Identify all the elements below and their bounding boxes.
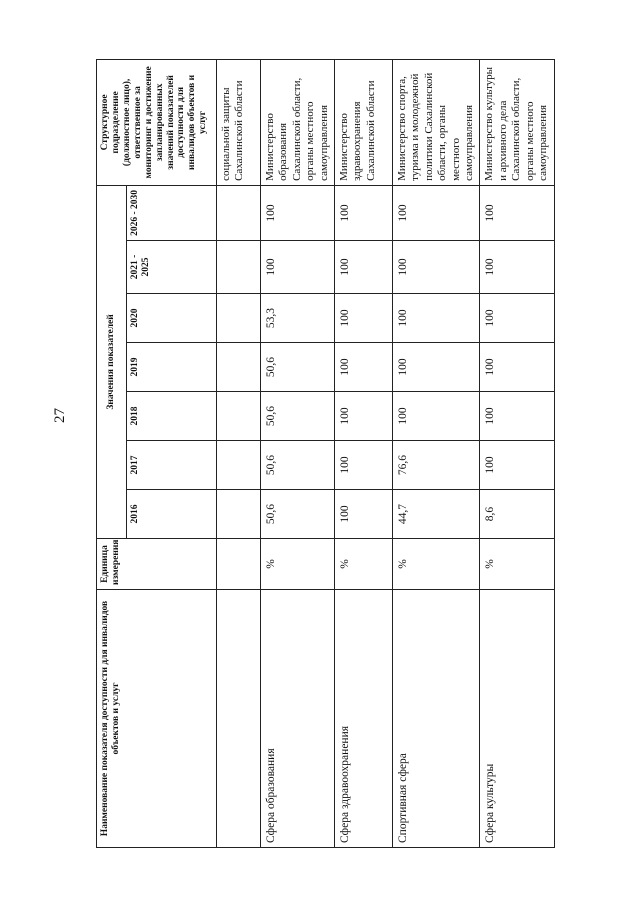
row-value: 100 — [335, 343, 393, 392]
row-name: Сфера культуры — [480, 590, 554, 848]
row-responsible: Министерство образования Сахалинской области, органы местного самоуправления — [261, 59, 335, 185]
row-unit: % — [335, 539, 393, 590]
row-value: 100 — [335, 185, 393, 240]
row-value: 100 — [480, 441, 554, 490]
row-value: 100 — [480, 294, 554, 343]
row-name: Сфера образования — [261, 590, 335, 848]
header-year: 2018 — [127, 392, 217, 441]
row-name: Спортивная сфера — [393, 590, 480, 848]
row-value: 100 — [480, 185, 554, 240]
row-value: 100 — [480, 241, 554, 294]
row-value: 53,3 — [261, 294, 335, 343]
header-unit: Единица измерения — [97, 539, 217, 590]
header-values-group: Значения показателей — [97, 185, 127, 538]
row-value: 100 — [261, 185, 335, 240]
row-value: 8,6 — [480, 490, 554, 539]
rotated-table-container — [96, 60, 550, 848]
row-value: 50,6 — [261, 490, 335, 539]
header-year: 2026 - 2030 — [127, 185, 217, 240]
row-value: 100 — [480, 343, 554, 392]
header-year: 2020 — [127, 294, 217, 343]
row-value: 100 — [393, 343, 480, 392]
header-year: 2016 — [127, 490, 217, 539]
row-value: 100 — [480, 392, 554, 441]
row-value: 100 — [393, 241, 480, 294]
page-number: 27 — [52, 408, 68, 423]
row-value: 100 — [335, 294, 393, 343]
row-value: 100 — [393, 392, 480, 441]
header-row — [97, 59, 127, 847]
row-value: 100 — [335, 241, 393, 294]
row-value: 50,6 — [261, 392, 335, 441]
header-year: 2021 - 2025 — [127, 241, 217, 294]
row-value: 50,6 — [261, 343, 335, 392]
row-value: 100 — [393, 185, 480, 240]
row-value: 50,6 — [261, 441, 335, 490]
row-unit: % — [480, 539, 554, 590]
accessibility-indicators-table — [96, 59, 555, 848]
table-row — [261, 59, 335, 847]
row-value: 100 — [261, 241, 335, 294]
continuation-row — [217, 59, 261, 847]
row-value: 100 — [335, 490, 393, 539]
row-value: 100 — [335, 392, 393, 441]
row-responsible: Министерство здравоохранения Сахалинской области — [335, 59, 393, 185]
row-responsible: Министерство спорта, туризма и молодежной политики Сахалинской области, органы местного самоуправления — [393, 59, 480, 185]
row-value: 100 — [393, 294, 480, 343]
continuation-cell: социальной защиты Сахалинской области — [217, 59, 261, 185]
header-year: 2019 — [127, 343, 217, 392]
table-row — [480, 59, 554, 847]
row-value: 44,7 — [393, 490, 480, 539]
header-year: 2017 — [127, 441, 217, 490]
table-row — [335, 59, 393, 847]
row-value: 100 — [335, 441, 393, 490]
header-responsible: Структурное подразделение (должностное лицо), ответственное за мониторинг и достижение запланированных значений показателей доступности для инвалидов объектов и услуг — [97, 59, 217, 185]
header-name: Наименование показателя доступности для инвалидов объектов и услуг — [97, 590, 217, 848]
table-row — [393, 59, 480, 847]
row-unit: % — [261, 539, 335, 590]
row-name: Сфера здравоохранения — [335, 590, 393, 848]
row-value: 76,6 — [393, 441, 480, 490]
row-responsible: Министерство культуры и архивного дела Сахалинской области, органы местного самоуправления — [480, 59, 554, 185]
row-unit: % — [393, 539, 480, 590]
